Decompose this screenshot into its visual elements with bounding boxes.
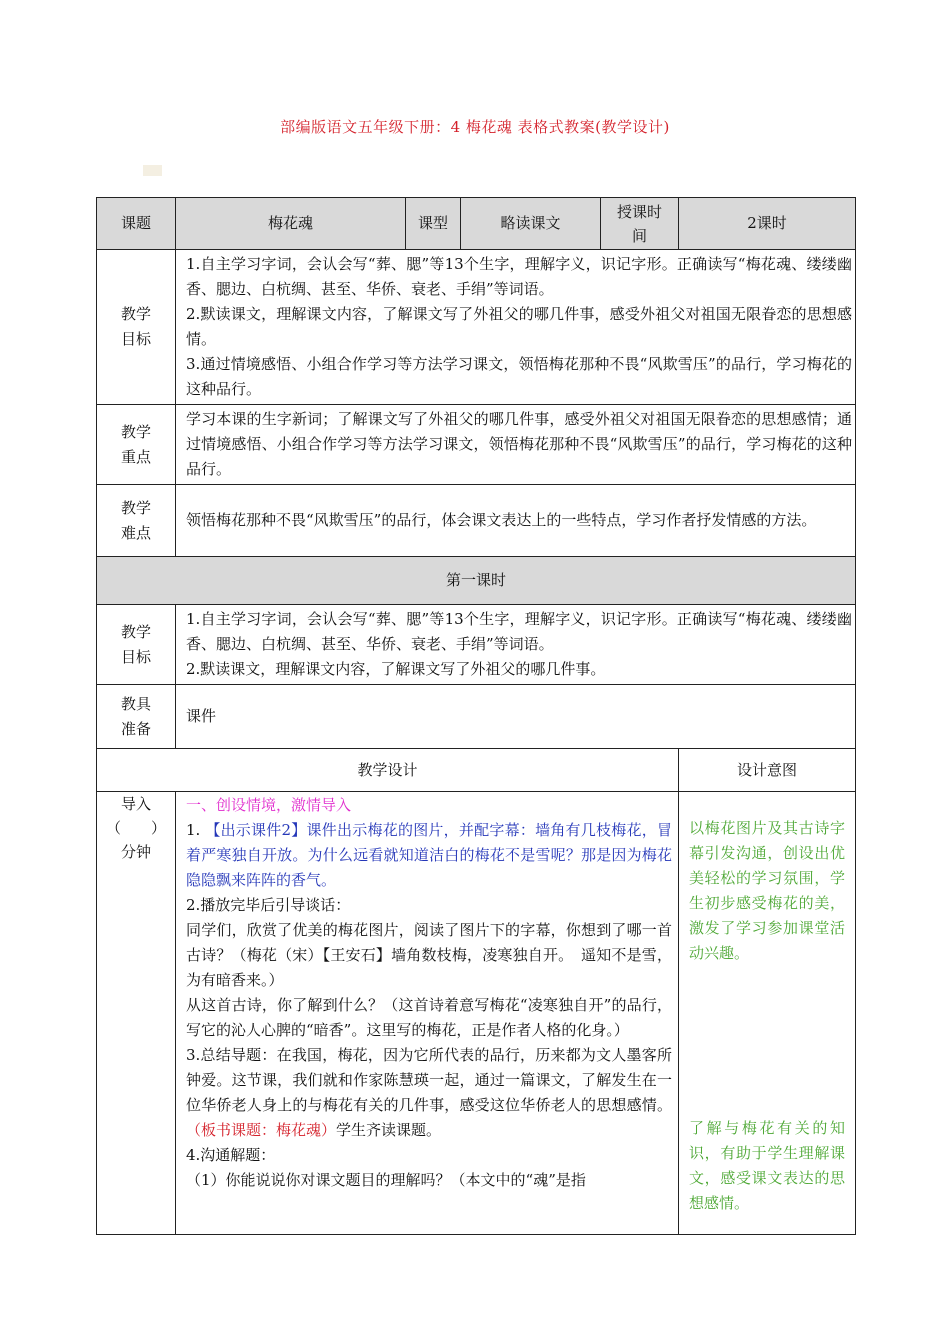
topic-value: 梅花魂 <box>176 198 406 250</box>
design-paragraph: 2.播放完毕后引导谈话： <box>186 896 351 914</box>
design-paragraph: （1）你能说说你对课文题目的理解吗？（本文中的“魂”是指 <box>186 1171 586 1189</box>
key-points-content: 学习本课的生字新词；了解课文写了外祖父的哪几件事，感受外祖父对祖国无限眷恋的思想感情；通过情境感悟、小组合作学习等方法学习课文，领悟梅花那种不畏“风欺雪压”的品行，学习梅花的这种品行。 <box>176 405 856 485</box>
lesson1-goals-row <box>97 605 856 685</box>
intro-label-line: 分钟 <box>120 843 151 861</box>
time-label: 授课时间 <box>601 198 679 250</box>
design-paragraph: 从这首古诗，你了解到什么？（这首诗着意写梅花“凌寒独自开”的品行，写它的沁人心脾的“暗香”。这里写的梅花，正是作者人格的化身。） <box>186 996 672 1039</box>
paragraph-number: 1. <box>186 821 206 839</box>
intro-intent-content <box>679 792 856 1235</box>
lesson1-title: 第一课时 <box>97 557 856 605</box>
decorative-mark <box>143 165 162 176</box>
lesson-plan-table <box>96 197 856 1235</box>
intro-design-content <box>176 792 679 1235</box>
design-paragraph <box>186 1043 672 1143</box>
lesson1-goals-label: 教学目标 <box>97 605 176 685</box>
goals-label: 教学目标 <box>97 250 176 405</box>
blackboard-note: （板书课题：梅花魂） <box>186 1121 337 1139</box>
key-points-row <box>97 405 856 485</box>
tools-row <box>97 685 856 749</box>
design-paragraph <box>186 818 672 893</box>
goal-item: 2.默读课文，理解课文内容，了解课文写了外祖父的哪几件事，感受外祖父对祖国无限眷恋的思想感情。 <box>186 305 853 348</box>
difficulties-content: 领悟梅花那种不畏“风欺雪压”的品行，体会课文表达上的一些特点，学习作者抒发情感的方法。 <box>176 485 856 557</box>
type-label: 课型 <box>406 198 461 250</box>
summary-text: 3.总结导题：在我国，梅花，因为它所代表的品行，历来都为文人墨客所钟爱。这节课，我们就和作家陈慧瑛一起，通过一篇课文，了解发生在一位华侨老人身上的与梅花有关的几件事，感受这位华侨老人的思想感情。 <box>186 1046 672 1114</box>
tools-label: 教具准备 <box>97 685 176 749</box>
summary-text-end: 学生齐读课题。 <box>336 1121 442 1139</box>
design-paragraph: 4.沟通解题： <box>186 1146 276 1164</box>
lesson1-goals-content <box>176 605 856 685</box>
document-title: 部编版语文五年级下册：4 梅花魂 表格式教案(教学设计) <box>280 118 670 136</box>
design-paragraph: 同学们，欣赏了优美的梅花图片，阅读了图片下的字幕，你想到了哪一首古诗？（梅花（宋）【王安石】墙角数枝梅，凌寒独自开。 遥知不是雪，为有暗香来。） <box>186 921 672 989</box>
header-row <box>97 198 856 250</box>
goal-item: 2.默读课文，理解课文内容，了解课文写了外祖父的哪几件事。 <box>186 660 606 678</box>
goal-item: 1.自主学习字词，会认会写“葬、腮”等13个生字，理解字义，识记字形。正确读写“梅花魂、缕缕幽香、腮边、白杭绸、甚至、华侨、衰老、手绢”等词语。 <box>186 255 853 298</box>
intent-paragraph: 了解与梅花有关的知识，有助于学生理解课文，感受课文表达的思想感情。 <box>689 1119 846 1212</box>
goals-content <box>176 250 856 405</box>
courseware-text: 课件出示梅花的图片，并配字幕：墙角有几枝梅花，冒着严寒独自开放。为什么远看就知道洁白的梅花不是雪呢？那是因为梅花隐隐飘来阵阵的香气。 <box>186 821 672 889</box>
intro-label <box>97 792 176 1235</box>
intent-column-header: 设计意图 <box>679 749 856 792</box>
topic-label: 课题 <box>97 198 176 250</box>
tools-content: 课件 <box>176 685 856 749</box>
key-points-label: 教学重点 <box>97 405 176 485</box>
section-title: 一、创设情境，激情导入 <box>186 796 352 814</box>
type-value: 略读课文 <box>461 198 601 250</box>
intent-paragraph: 以梅花图片及其古诗字幕引发沟通，创设出优美轻松的学习氛围，学生初步感受梅花的美，激发了学习参加课堂活动兴趣。 <box>689 819 846 962</box>
time-value: 2课时 <box>679 198 856 250</box>
goal-item: 3.通过情境感悟、小组合作学习等方法学习课文，领悟梅花那种不畏“风欺雪压”的品行，学习梅花的这种品行。 <box>186 355 853 398</box>
design-header-row <box>97 749 856 792</box>
intro-label-line: 导入 <box>120 795 151 813</box>
goals-row <box>97 250 856 405</box>
difficulties-row <box>97 485 856 557</box>
intro-row <box>97 792 856 1235</box>
lesson1-header-row <box>97 557 856 605</box>
goal-item: 1.自主学习字词，会认会写“葬、腮”等13个生字，理解字义，识记字形。正确读写“梅花魂、缕缕幽香、腮边、白杭绸、甚至、华侨、衰老、手绢”等词语。 <box>186 610 853 653</box>
difficulties-label: 教学难点 <box>97 485 176 557</box>
intro-label-line: （ ） <box>105 819 166 837</box>
courseware-tag: 【出示课件2】 <box>205 821 307 839</box>
intro-design-clip <box>186 793 672 1234</box>
design-column-header: 教学设计 <box>97 749 679 792</box>
